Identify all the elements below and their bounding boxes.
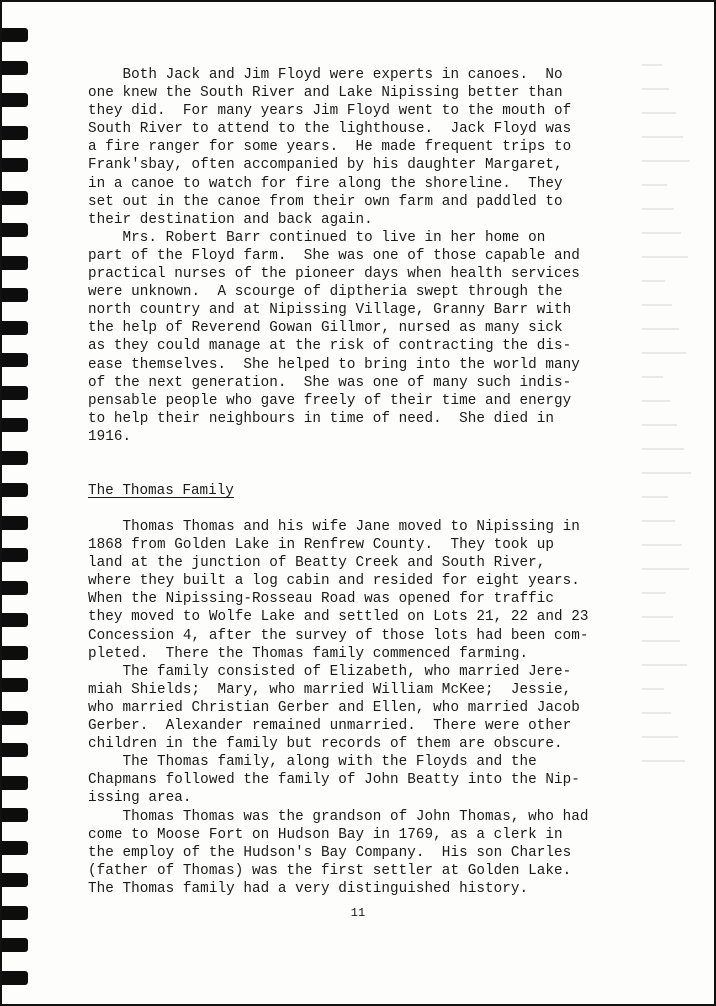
binding-ring: [2, 93, 28, 107]
bleed-line: [642, 64, 662, 66]
bleed-line: [642, 544, 682, 546]
bleed-line: [642, 640, 680, 642]
binding-ring: [2, 971, 28, 985]
binding-ring: [2, 613, 28, 627]
binding-ring: [2, 126, 28, 140]
paragraph-thomas-children: The family consisted of Elizabeth, who married Jere- miah Shields; Mary, who married William McKee; Jessie, who married Christian Gerber and Ellen, who married Jacob Gerber. Alexander remained unmarried. There were other children in the family but records of them are obscure.: [88, 663, 580, 753]
binding-ring: [2, 548, 28, 562]
bleed-line: [642, 520, 675, 522]
binding-ring: [2, 776, 28, 790]
binding-ring: [2, 938, 28, 952]
thomas-section: [88, 518, 608, 898]
binding-ring: [2, 743, 28, 757]
bleed-line: [642, 664, 687, 666]
bleed-line: [642, 616, 673, 618]
binding-ring: [2, 873, 28, 887]
bleed-line: [642, 136, 683, 138]
bleed-line: [642, 88, 669, 90]
bleed-line: [642, 712, 671, 714]
bleed-line: [642, 304, 672, 306]
bleed-line: [642, 280, 665, 282]
bleed-line: [642, 424, 677, 426]
binding-ring: [2, 386, 28, 400]
binding-ring: [2, 711, 28, 725]
paragraph-thomas-history: Thomas Thomas was the grandson of John Thomas, who had come to Moose Fort on Hudson Bay in 1769, as a clerk in the employ of the Hudson's Bay Company. His son Charles (father of Thomas) was the first settler at Golden Lake. The Thomas family had a very distinguished history.: [88, 808, 589, 897]
bleed-line: [642, 184, 667, 186]
bleed-line: [642, 112, 676, 114]
bleed-line: [642, 232, 681, 234]
binding-ring: [2, 483, 28, 497]
bleed-through-text: [642, 42, 692, 942]
bleed-line: [642, 736, 678, 738]
paragraph-floyd-canoes: Both Jack and Jim Floyd were experts in canoes. No one knew the South River and Lake Nipissing better than they did. For many years Jim Floyd went to the mouth of South River to attend to the lighthouse. Jack Floyd was a fire ranger for some years. He made frequent trips to Frank'sbay, often accompanied by his daughter Margaret, in a canoe to watch for fire along the shoreline. They set out in the canoe from their own farm and paddled to their destination and back again.: [88, 67, 572, 228]
binding-ring: [2, 646, 28, 660]
binding-ring: [2, 321, 28, 335]
bleed-line: [642, 376, 663, 378]
bleed-line: [642, 760, 685, 762]
paragraph-thomas-arrival: Thomas Thomas and his wife Jane moved to Nipissing in 1868 from Golden Lake in Renfrew County. They took up land at the junction of Beatty Creek and South River, where they built a log cabin and resided for eight years. When the Nipissing-Rosseau Road was opened for traffic they moved to Wolfe Lake and settled on Lots 21, 22 and 23 Concession 4, after the survey of those lots had been com- pleted. There the Thomas family commenced farming.: [88, 519, 589, 662]
bleed-line: [642, 448, 684, 450]
intro-section: [88, 66, 608, 446]
bleed-line: [642, 160, 690, 162]
binding-ring: [2, 678, 28, 692]
bleed-line: [642, 328, 679, 330]
binding-ring: [2, 353, 28, 367]
paragraph-thomas-neighbours: The Thomas family, along with the Floyds and the Chapmans followed the family of John Beatty into the Nip- issing area.: [88, 754, 580, 807]
binding-ring: [2, 256, 28, 270]
binding-ring: [2, 223, 28, 237]
binding-ring: [2, 451, 28, 465]
bleed-line: [642, 352, 686, 354]
bleed-line: [642, 400, 670, 402]
binding-ring: [2, 28, 28, 42]
bleed-line: [642, 592, 666, 594]
binding-ring: [2, 158, 28, 172]
section-heading-thomas-family: The Thomas Family: [88, 483, 234, 499]
binding-ring: [2, 418, 28, 432]
bleed-line: [642, 568, 689, 570]
binding-ring: [2, 581, 28, 595]
bleed-line: [642, 688, 664, 690]
binding-ring: [2, 516, 28, 530]
bleed-line: [642, 208, 674, 210]
bleed-line: [642, 496, 668, 498]
binding-ring: [2, 61, 28, 75]
binding-ring: [2, 288, 28, 302]
binding-ring: [2, 841, 28, 855]
page-number: 11: [350, 906, 366, 920]
spiral-binding: [2, 2, 32, 1004]
bleed-line: [642, 256, 688, 258]
bleed-line: [642, 472, 691, 474]
binding-ring: [2, 191, 28, 205]
paragraph-mrs-barr: Mrs. Robert Barr continued to live in her home on part of the Floyd farm. She was one of those capable and practical nurses of the pioneer days when health services were unknown. A scourge of diptheria swept through the north country and at Nipissing Village, Granny Barr with the help of Reverend Gowan Gillmor, nursed as many sick as they could manage at the risk of contracting the dis- ease themselves. She helped to bring into the world many of the next generation. She was one of many such indis- pensable people who gave freely of their time and energy to help their neighbours in time of need. She died in 1916.: [88, 229, 580, 445]
binding-ring: [2, 808, 28, 822]
